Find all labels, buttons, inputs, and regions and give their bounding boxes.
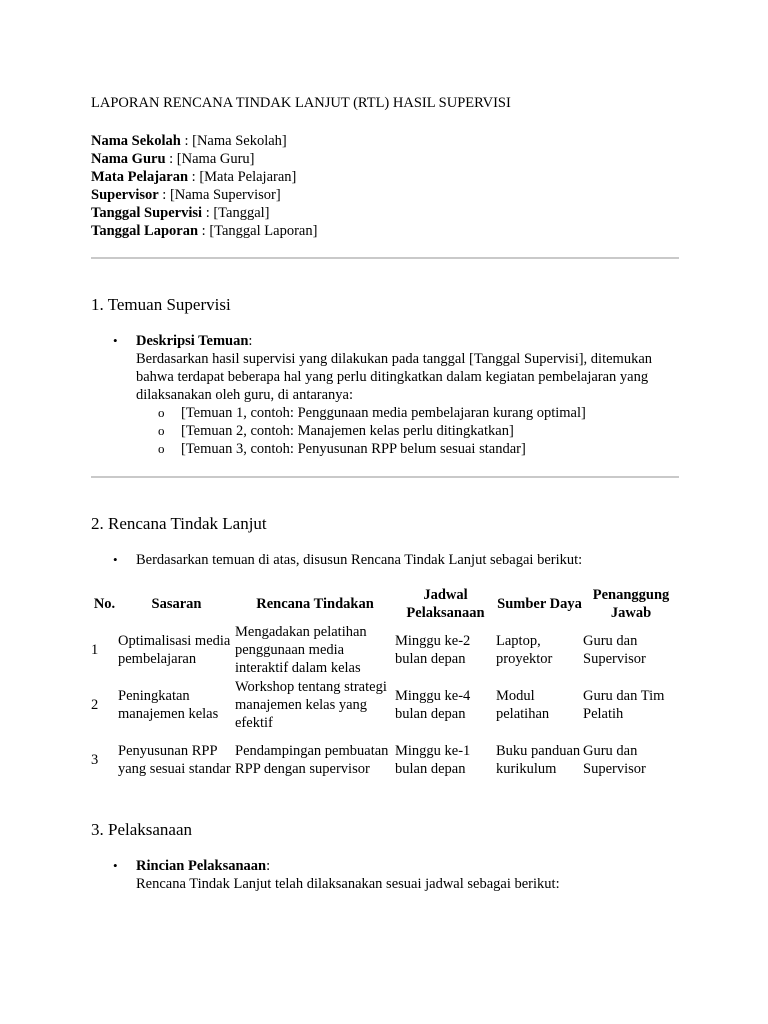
finding-item [136, 422, 679, 440]
circle-bullet-icon: o [158, 441, 165, 456]
meta-tanggal-laporan [91, 222, 679, 240]
bullet-colon: : [248, 333, 253, 349]
document-title: LAPORAN RENCANA TINDAK LANJUT (RTL) HASIL SUPERVISI [91, 95, 511, 111]
header-penanggung: Penanggung Jawab [592, 586, 670, 621]
section-heading-temuan: 1. Temuan Supervisi [91, 295, 231, 314]
table-row [91, 732, 679, 787]
circle-bullet-icon: o [158, 423, 165, 438]
cell-sumber: Laptop, proyektor [496, 632, 553, 667]
meta-value: : [Nama Supervisor] [158, 187, 281, 203]
finding-item [136, 440, 679, 458]
meta-label: Tanggal Laporan [91, 223, 199, 239]
temuan-list [91, 332, 679, 458]
meta-label: Mata Pelajaran [91, 169, 189, 185]
pelaksanaan-list [91, 857, 679, 893]
cell-penanggung: Guru dan Supervisor [583, 742, 646, 777]
header-sasaran: Sasaran [151, 595, 202, 612]
bullet-label: Deskripsi Temuan [136, 333, 249, 349]
rencana-intro: Berdasarkan temuan di atas, disusun Rencana Tindak Lanjut sebagai berikut: [136, 552, 583, 568]
meta-label: Nama Guru [91, 151, 166, 167]
meta-value: : [Nama Sekolah] [180, 133, 287, 149]
bullet-icon: • [113, 858, 118, 873]
meta-block [91, 132, 679, 240]
list-item [91, 857, 679, 893]
cell-no: 2 [91, 696, 99, 713]
cell-sumber: Modul pelatihan [496, 687, 550, 722]
cell-penanggung: Guru dan Tim Pelatih [583, 687, 665, 722]
finding-text: [Temuan 1, contoh: Penggunaan media pembelajaran kurang optimal] [181, 405, 586, 421]
bullet-label: Rincian Pelaksanaan [136, 858, 267, 874]
horizontal-rule [91, 257, 679, 259]
header-no: No. [93, 595, 116, 612]
rtl-table [91, 585, 679, 787]
list-item [91, 332, 679, 458]
list-item [91, 551, 679, 569]
cell-jadwal: Minggu ke-2 bulan depan [395, 632, 471, 667]
rencana-intro-list [91, 551, 679, 569]
cell-no: 3 [91, 751, 99, 768]
meta-value: : [Tanggal Laporan] [198, 223, 318, 239]
header-rencana: Rencana Tindakan [256, 595, 374, 612]
meta-nama-sekolah [91, 132, 679, 150]
bullet-icon: • [113, 333, 118, 348]
document-page [91, 91, 679, 893]
cell-no: 1 [91, 641, 99, 658]
cell-sasaran: Peningkatan manajemen kelas [118, 687, 219, 722]
horizontal-rule [91, 476, 679, 478]
meta-label: Tanggal Supervisi [91, 205, 203, 221]
cell-penanggung: Guru dan Supervisor [583, 632, 646, 667]
finding-text: [Temuan 3, contoh: Penyusunan RPP belum sesuai standar] [181, 441, 526, 457]
cell-rencana: Mengadakan pelatihan penggunaan media interaktif dalam kelas [235, 623, 367, 676]
cell-rencana: Pendampingan pembuatan RPP dengan supervisor [235, 742, 389, 777]
temuan-description: Berdasarkan hasil supervisi yang dilakukan pada tanggal [Tanggal Supervisi], ditemukan bahwa terdapat beberapa hal yang perlu ditingkatkan dalam kegiatan pembelajaran yang dilaksanakan oleh guru, di antaranya: [136, 351, 653, 403]
cell-sasaran: Penyusunan RPP yang sesuai standar [118, 742, 231, 777]
cell-rencana: Workshop tentang strategi manajemen kelas yang efektif [235, 678, 387, 731]
meta-mata-pelajaran [91, 168, 679, 186]
meta-value: : [Tanggal] [202, 205, 270, 221]
cell-sumber: Buku panduan kurikulum [496, 742, 581, 777]
cell-jadwal: Minggu ke-4 bulan depan [395, 687, 471, 722]
finding-item [136, 404, 679, 422]
findings-list [136, 404, 679, 458]
pelaksanaan-description: Rencana Tindak Lanjut telah dilaksanakan sesuai jadwal sebagai berikut: [136, 876, 560, 892]
section-heading-rencana: 2. Rencana Tindak Lanjut [91, 514, 267, 533]
table-row [91, 677, 679, 732]
finding-text: [Temuan 2, contoh: Manajemen kelas perlu ditingkatkan] [181, 423, 514, 439]
meta-value: : [Nama Guru] [165, 151, 255, 167]
cell-jadwal: Minggu ke-1 bulan depan [395, 742, 471, 777]
circle-bullet-icon: o [158, 405, 165, 420]
bullet-icon: • [113, 552, 118, 567]
meta-value: : [Mata Pelajaran] [188, 169, 297, 185]
meta-nama-guru [91, 150, 679, 168]
table-header-row [91, 585, 679, 622]
meta-label: Supervisor [91, 187, 159, 203]
bullet-colon: : [266, 858, 271, 874]
header-sumber: Sumber Daya [497, 595, 582, 612]
meta-tanggal-supervisi [91, 204, 679, 222]
section-heading-pelaksanaan: 3. Pelaksanaan [91, 820, 193, 839]
header-jadwal: Jadwal Pelaksanaan [406, 586, 485, 621]
meta-label: Nama Sekolah [91, 133, 181, 149]
cell-sasaran: Optimalisasi media pembelajaran [118, 632, 231, 667]
table-row [91, 622, 679, 677]
meta-supervisor [91, 186, 679, 204]
